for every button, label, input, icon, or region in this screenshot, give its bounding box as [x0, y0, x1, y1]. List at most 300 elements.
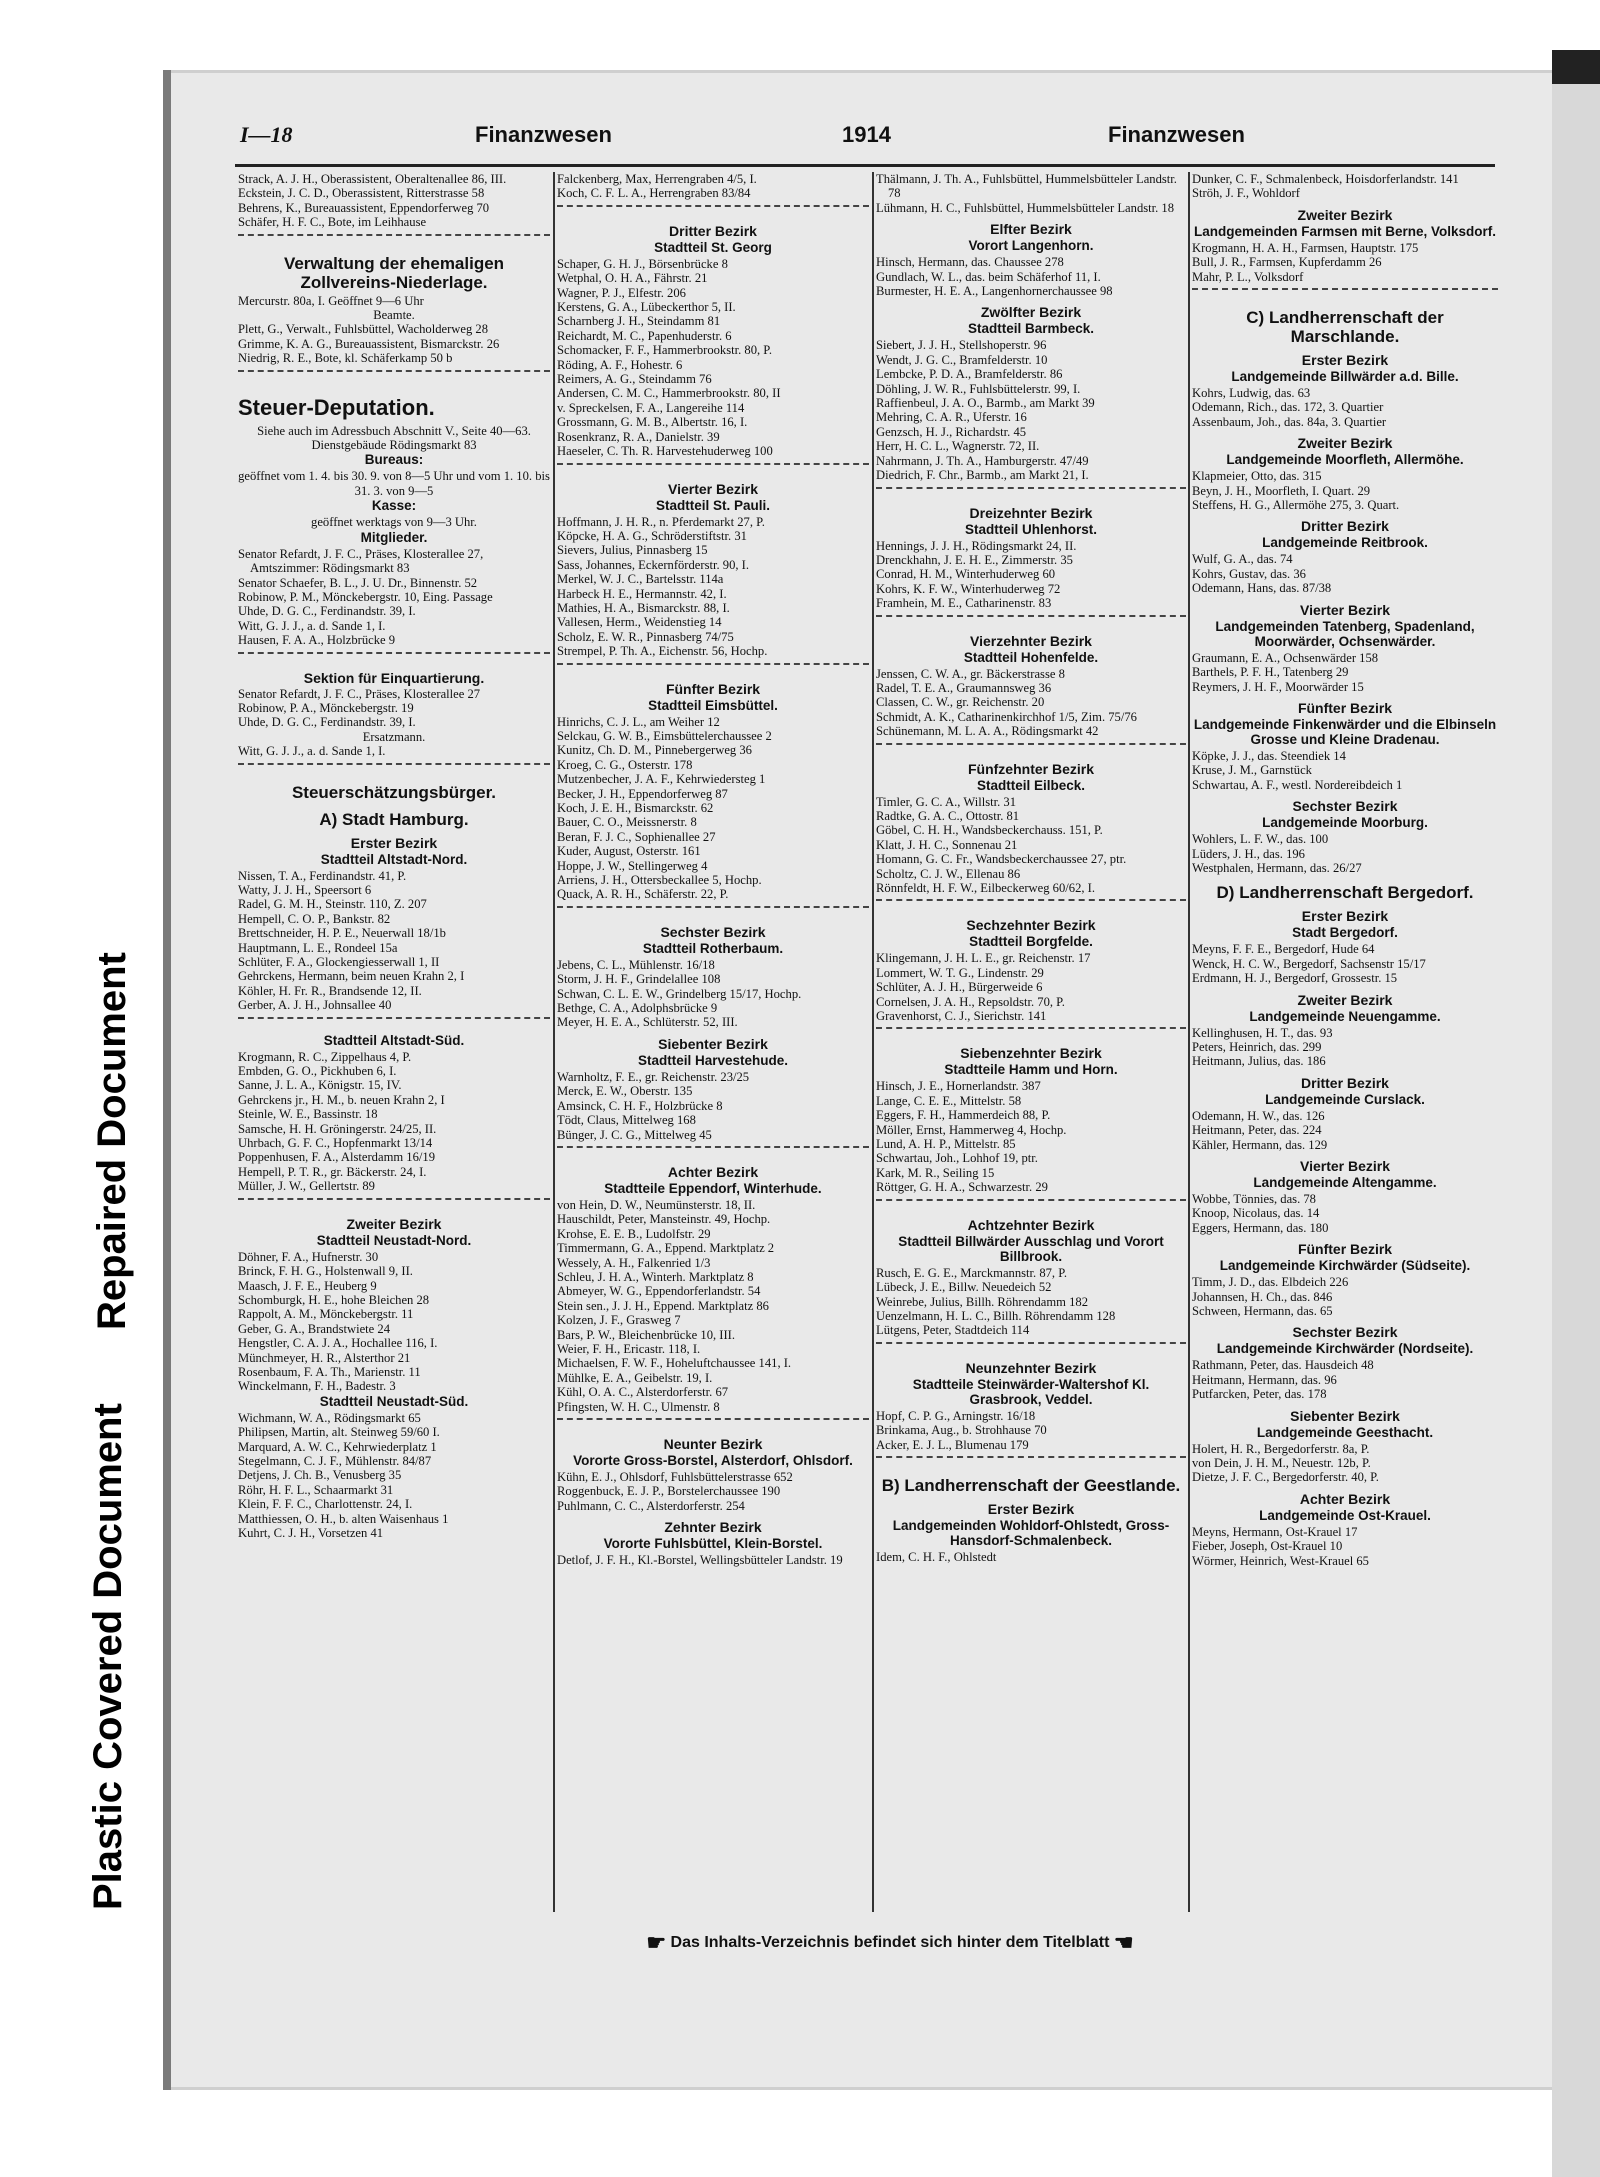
district-subheading: Landgemeinde Finkenwärder und die Elbinseln Grosse und Kleine Dradenau. [1193, 716, 1497, 747]
entry: Schomacker, F. F., Hammerbrookstr. 80, P. [557, 343, 773, 358]
entry: Dunker, C. F., Schmalenbeck, Hoisdorferlandstr. 141 [1192, 172, 1459, 186]
section-divider [876, 615, 1186, 627]
entry: Lüders, J. H., das. 196 [1192, 846, 1305, 861]
entry: Weinrebe, Julius, Billh. Röhrendamm 182 [876, 1294, 1089, 1309]
entry: Robinow, P. A., Mönckebergstr. 19 [238, 700, 414, 715]
entry: Nissen, T. A., Ferdinandstr. 41, P. [238, 868, 407, 883]
header-rule [235, 164, 1495, 167]
entry: Hinrichs, C. J. L., am Weiher 12 [557, 714, 720, 729]
entry: Schmidt, A. K., Catharinenkirchhof 1/5, Zim. 75/76 [876, 709, 1137, 724]
entry: Hennings, J. J. H., Rödingsmarkt 24, II. [876, 538, 1077, 553]
entry: Beyn, J. H., Moorfleth, I. Quart. 29 [1192, 483, 1371, 498]
district-heading: Sechster Bezirk [660, 923, 766, 940]
entry: Wobbe, Tönnies, das. 78 [1192, 1192, 1316, 1206]
district-heading: Erster Bezirk [987, 1500, 1075, 1517]
district-subheading: Stadtteil St. Georg [654, 239, 772, 255]
district-heading: Dritter Bezirk [1301, 518, 1389, 535]
district-subheading: Stadtteil Billwärder Ausschlag und Vorort Billbrook. [898, 1233, 1164, 1264]
entry: Uhde, D. G. C., Ferdinandstr. 39, I. [238, 715, 416, 730]
entry: Wichmann, W. A., Rödingsmarkt 65 [238, 1410, 421, 1425]
entry: Mathies, H. A., Bismarckstr. 88, I. [557, 600, 730, 615]
entry: Classen, C. W., gr. Reichenstr. 20 [876, 695, 1045, 710]
entry: Gravenhorst, C. J., Sierichstr. 141 [876, 1009, 1047, 1024]
district-subheading: Stadtteil Altstadt-Nord. [320, 851, 468, 867]
entry: Assenbaum, Joh., das. 84a, 3. Quartier [1192, 414, 1387, 429]
entry: Krogmann, R. C., Zippelhaus 4, P. [238, 1049, 412, 1064]
district-subheading: Stadtteil Eilbeck. [976, 777, 1086, 793]
district-subheading: Vororte Fuhlsbüttel, Klein-Borstel. [603, 1536, 823, 1552]
column-divider-2 [872, 172, 874, 1912]
section-title: Steuerschätzungsbürger. [291, 782, 497, 802]
entry: Schwartau, Joh., Lohhof 19, ptr. [876, 1151, 1038, 1166]
entry: Hinsch, J. E., Hornerlandstr. 387 [876, 1079, 1041, 1094]
district-heading: Siebenzehnter Bezirk [960, 1045, 1102, 1062]
entry: Harbeck H. E., Hermannstr. 42, I. [557, 586, 727, 601]
entry: Amsinck, C. H. F., Holzbrücke 8 [557, 1098, 723, 1113]
entry: Senator Refardt, J. F. C., Präses, Klosterallee 27 [238, 686, 481, 701]
entry: Vallesen, Herm., Weidenstieg 14 [557, 615, 722, 630]
page-header [240, 118, 1490, 154]
district-heading: Dreizehnter Bezirk [969, 504, 1093, 521]
district-heading: Sektion für Einquartierung. [303, 669, 485, 686]
entry: Wendt, J. G. C., Bramfelderstr. 10 [876, 352, 1048, 367]
district-subheading: Stadtteile Hamm und Horn. [944, 1062, 1118, 1078]
note-text: Ersatzmann. [362, 729, 426, 744]
entry: Grossmann, G. M. B., Albertstr. 16, I. [557, 415, 748, 430]
entry: Bauer, C. O., Meissnerstr. 8 [557, 815, 697, 830]
district-heading: Vierter Bezirk [1299, 601, 1390, 618]
left-running-title: Finanzwesen [475, 122, 612, 147]
entry: Radel, G. M. H., Steinstr. 110, Z. 207 [238, 897, 427, 912]
section-divider [238, 763, 550, 775]
entry: Eckstein, J. C. D., Oberassistent, Ritterstrasse 58 [238, 186, 485, 201]
district-heading: Zweiter Bezirk [1297, 991, 1393, 1008]
entry: Timler, G. C. A., Willstr. 31 [876, 794, 1016, 809]
entry: Radtke, G. A. C., Ottostr. 81 [876, 808, 1020, 823]
entry: Wetphal, O. H. A., Fährstr. 21 [557, 271, 708, 286]
entry: Watty, J. J. H., Speersort 6 [238, 882, 372, 897]
entry: Wessely, A. H., Falkenried 1/3 [557, 1255, 711, 1270]
entry: Schünemann, M. L. A. A., Rödingsmarkt 42 [876, 724, 1099, 739]
district-heading: Sechster Bezirk [1292, 1324, 1398, 1341]
entry: Kellinghusen, H. T., das. 93 [1192, 1025, 1333, 1040]
entry: Haeseler, C. Th. R. Harvestehuderweg 100 [557, 444, 773, 459]
footer-text: Das Inhalts-Verzeichnis befindet sich hinter dem Titelblatt [670, 1934, 1110, 1952]
entry: Odemann, Hans, das. 87/38 [1192, 581, 1332, 596]
entry: von Hein, D. W., Neumünsterstr. 18, II. [557, 1197, 756, 1212]
section-title: D) Landherrenschaft Bergedorf. [1216, 883, 1474, 903]
entry: Köhler, H. Fr. R., Brandsende 12, II. [238, 983, 422, 998]
entry: Krogmann, H. A. H., Farmsen, Hauptstr. 175 [1192, 240, 1419, 255]
pointing-hand-right-icon: ☚ [1113, 1930, 1134, 1955]
entry: Idem, C. H. F., Ohlstedt [876, 1549, 997, 1564]
entry: Thälmann, J. Th. A., Fuhlsbüttel, Hummelsbütteler Landstr. 78 [876, 172, 1177, 201]
district-subheading: Stadtteil St. Pauli. [655, 497, 771, 513]
district-subheading: Landgemeinde Curslack. [1265, 1091, 1425, 1107]
note-text: Dienstgebäude Rödingsmarkt 83 [311, 438, 477, 453]
entry: Putfarcken, Peter, das. 178 [1192, 1387, 1327, 1402]
entry: Cornelsen, J. A. H., Repsoldstr. 70, P. [876, 994, 1065, 1009]
entry: Wagner, P. J., Elfestr. 206 [557, 285, 686, 300]
district-heading: Vierter Bezirk [667, 480, 758, 497]
page-corner-mark [1552, 50, 1600, 84]
entry: Bull, J. R., Farmsen, Kupferdamm 26 [1192, 255, 1382, 270]
district-subheading: Stadtteil Harvestehude. [637, 1052, 789, 1068]
district-subheading: Landgemeinde Altengamme. [1253, 1175, 1437, 1190]
entry: Wörmer, Heinrich, West-Krauel 65 [1192, 1553, 1369, 1568]
district-subheading: Stadtteil Uhlenhorst. [964, 521, 1097, 537]
district-subheading: Stadtteil Neustadt-Süd. [319, 1393, 469, 1409]
entry: Michaelsen, F. W. F., Hoheluftchaussee 141, I. [557, 1356, 792, 1371]
entry: Röding, A. F., Hohestr. 6 [557, 357, 683, 372]
entry: Kunitz, Ch. D. M., Pinnebergerweg 36 [557, 743, 752, 758]
section-divider [238, 370, 550, 382]
note-text: geöffnet vom 1. 4. bis 30. 9. von 8—5 Uhr und vom 1. 10. bis 31. 3. von 9—5 [238, 469, 550, 498]
entry: Merck, E. W., Oberstr. 135 [557, 1084, 693, 1099]
district-subheading: Mitglieder. [360, 529, 428, 545]
entry: Wulf, G. A., das. 74 [1192, 552, 1293, 567]
entry: Peters, Heinrich, das. 299 [1192, 1039, 1322, 1054]
entry: Köpcke, H. A. G., Schröderstiftstr. 31 [557, 528, 747, 543]
entry: Winckelmann, F. H., Badestr. 3 [238, 1379, 396, 1394]
entry: Hinsch, Hermann, das. Chaussee 278 [876, 255, 1064, 270]
entry: Eggers, F. H., Hammerdeich 88, P. [876, 1108, 1051, 1123]
entry: Reichardt, M. C., Papenhuderstr. 6 [557, 328, 732, 343]
repaired-document-label: Repaired Document [90, 952, 134, 1330]
column-4 [1192, 172, 1498, 1912]
section-divider [876, 1342, 1186, 1354]
entry: Niedrig, R. E., Bote, kl. Schäferkamp 50 b [238, 351, 453, 366]
page-right-edge [1552, 50, 1600, 2177]
entry: Stegelmann, C. J. F., Mühlenstr. 84/87 [238, 1453, 432, 1468]
entry: Lommert, W. T. G., Lindenstr. 29 [876, 965, 1044, 980]
entry: Kuhrt, C. J. H., Vorsetzen 41 [238, 1526, 384, 1540]
district-subheading: Landgemeinde Reitbrook. [1262, 535, 1428, 551]
section-divider [557, 663, 869, 675]
district-heading: Sechzehnter Bezirk [966, 917, 1096, 934]
entry: Schaper, G. H. J., Börsenbrücke 8 [557, 256, 728, 271]
entry: Detlof, J. F. H., Kl.-Borstel, Wellingsbütteler Landstr. 19 [557, 1553, 843, 1568]
district-subheading: Stadtteile Eppendorf, Winterhude. [604, 1180, 822, 1196]
district-subheading: Landgemeinden Farmsen mit Berne, Volksdorf. [1193, 223, 1497, 239]
entry: Lange, C. E. E., Mittelstr. 58 [876, 1093, 1022, 1108]
footer-note [470, 1930, 1310, 1956]
section-title: B) Landherrenschaft der Geestlande. [881, 1475, 1181, 1495]
note-text: Beamte. [373, 308, 415, 323]
entry: Witt, G. J. J., a. d. Sande 1, I. [238, 618, 386, 633]
district-heading: Achter Bezirk [1299, 1490, 1391, 1507]
entry: Kroeg, C. G., Osterstr. 178 [557, 757, 693, 772]
entry: Nahrmann, J. Th. A., Hamburgerstr. 47/49 [876, 453, 1089, 468]
entry: Kohrs, Ludwig, das. 63 [1192, 386, 1311, 401]
entry: Acker, E. J. L., Blumenau 179 [876, 1437, 1029, 1452]
district-subheading: Landgemeinde Kirchwärder (Südseite). [1219, 1258, 1471, 1274]
right-running-title: Finanzwesen [1108, 122, 1245, 147]
entry: Andersen, C. M. C., Hammerbrookstr. 80, II [557, 386, 781, 401]
entry: Hauschildt, Peter, Mansteinstr. 49, Hochp. [557, 1212, 771, 1227]
entry: Kähler, Hermann, das. 129 [1192, 1137, 1328, 1152]
entry: Framhein, M. E., Catharinenstr. 83 [876, 596, 1052, 611]
entry: Bethge, C. A., Adolphsbrücke 9 [557, 1001, 718, 1016]
entry: Strempel, P. Th. A., Eichenstr. 56, Hochp. [557, 644, 768, 659]
column-divider-1 [553, 172, 555, 1912]
district-heading: Fünfter Bezirk [1297, 1241, 1393, 1258]
district-subheading: Stadtteil Neustadt-Nord. [316, 1232, 472, 1248]
entry: Kuder, August, Osterstr. 161 [557, 844, 701, 859]
entry: Becker, J. H., Eppendorferweg 87 [557, 786, 728, 801]
entry: Mehring, C. A. R., Uferstr. 16 [876, 410, 1027, 425]
entry: Selckau, G. W. B., Eimsbüttelerchaussee 2 [557, 728, 772, 743]
entry: Abmeyer, W. G., Eppendorferlandstr. 54 [557, 1284, 761, 1299]
section-divider [876, 1027, 1186, 1039]
entry: Sass, Johannes, Eckernförderstr. 90, I. [557, 557, 750, 572]
entry: Heitmann, Julius, das. 186 [1192, 1054, 1326, 1069]
entry: Klein, F. F. C., Charlottenstr. 24, I. [238, 1497, 413, 1512]
entry: Raffienbeul, J. A. O., Barmb., am Markt 39 [876, 396, 1095, 411]
entry: Hempell, P. T. R., gr. Bäckerstr. 24, I. [238, 1164, 427, 1179]
entry: Döhling, J. W. R., Fuhlsbüttelerstr. 99, I. [876, 381, 1081, 396]
entry: Erdmann, H. J., Bergedorf, Grossestr. 15 [1192, 971, 1398, 986]
entry: Maasch, J. F. E., Heuberg 9 [238, 1278, 377, 1293]
section-divider [238, 652, 550, 664]
section-divider [557, 1146, 869, 1158]
entry: Quack, A. R. H., Schäferstr. 22, P. [557, 887, 729, 902]
entry: Eggers, Hermann, das. 180 [1192, 1220, 1329, 1235]
section-divider [557, 906, 869, 918]
entry: Krohse, E. E. B., Ludolfstr. 29 [557, 1226, 711, 1241]
district-subheading: Stadtteil Altstadt-Süd. [323, 1032, 465, 1048]
entry: Gerber, A. J. H., Johnsallee 40 [238, 998, 392, 1013]
entry: Scholz, E. W. R., Pinnasberg 74/75 [557, 629, 734, 644]
entry: Conrad, H. M., Winterhuderweg 60 [876, 567, 1056, 582]
annotation-margin [0, 0, 150, 2177]
entry: Timmermann, G. A., Eppend. Marktplatz 2 [557, 1241, 775, 1256]
section-divider [876, 1199, 1186, 1211]
district-heading: Siebenter Bezirk [1290, 1407, 1400, 1424]
entry: Schäfer, H. F. C., Bote, im Leihhause [238, 215, 427, 230]
entry: Meyns, F. F. E., Bergedorf, Hude 64 [1192, 942, 1375, 957]
entry: Hempell, C. O. P., Bankstr. 82 [238, 911, 391, 926]
entry: Heitmann, Peter, das. 224 [1192, 1123, 1322, 1138]
entry: Klatt, J. H. C., Sonnenau 21 [876, 837, 1018, 852]
entry: Brettschneider, H. P. E., Neuerwall 18/1b [238, 926, 446, 941]
district-subheading: Landgemeinden Tatenberg, Spadenland, Moorwärder, Ochsenwärder. [1215, 618, 1475, 649]
entry: Marquard, A. W. C., Kehrwiederplatz 1 [238, 1439, 437, 1454]
district-heading: Achter Bezirk [667, 1163, 759, 1180]
note-text: geöffnet werktags von 9—3 Uhr. [311, 515, 477, 530]
entry: Matthiessen, O. H., b. alten Waisenhaus 1 [238, 1511, 449, 1526]
entry: Grimme, K. A. G., Bureauassistent, Bismarckstr. 26 [238, 336, 500, 351]
entry: Schomburgk, H. E., hohe Bleichen 28 [238, 1292, 430, 1307]
pointing-hand-left-icon: ☛ [646, 1930, 667, 1955]
entry: Brinck, F. H. G., Holstenwall 9, II. [238, 1264, 413, 1279]
entry: Kühn, E. J., Ohlsdorf, Fuhlsbüttelerstrasse 652 [557, 1470, 793, 1484]
entry: Witt, G. J. J., a. d. Sande 1, I. [238, 744, 386, 759]
entry: Lübeck, J. E., Billw. Neuedeich 52 [876, 1280, 1052, 1295]
entry: Rosenbaum, F. A. Th., Marienstr. 11 [238, 1364, 421, 1379]
entry: Storm, J. H. F., Grindelallee 108 [557, 972, 721, 987]
entry: Gundlach, W. L., das. beim Schäferhof 11, I. [876, 269, 1101, 284]
entry: Wenck, H. C. W., Bergedorf, Sachsenstr 15/17 [1192, 956, 1426, 971]
entry: Rosenkranz, R. A., Danielstr. 39 [557, 429, 720, 444]
entry: Roggenbuck, E. J. P., Borstelerchaussee 190 [557, 1484, 781, 1499]
district-heading: Zehnter Bezirk [664, 1519, 762, 1536]
district-heading: Zwölfter Bezirk [980, 304, 1082, 321]
entry: Schlüter, A. J. H., Bürgerweide 6 [876, 980, 1043, 995]
entry: Falckenberg, Max, Herrengraben 4/5, I. [557, 172, 757, 186]
district-heading: Zweiter Bezirk [1297, 206, 1393, 223]
entry: Jenssen, C. W. A., gr. Bäckerstrasse 8 [876, 666, 1065, 681]
entry: Mahr, P. L., Volksdorf [1192, 269, 1304, 284]
district-heading: Neunzehnter Bezirk [965, 1359, 1097, 1376]
entry: von Dein, J. H. M., Neuestr. 12b, P. [1192, 1456, 1371, 1471]
district-heading: Erster Bezirk [1301, 908, 1389, 925]
entry: Arriens, J. H., Ottersbeckallee 5, Hochp. [557, 873, 762, 888]
entry: Möller, Ernst, Hammerweg 4, Hochp. [876, 1122, 1067, 1137]
entry: Rusch, E. G. E., Marckmannstr. 87, P. [876, 1265, 1067, 1280]
district-subheading: Landgemeinde Kirchwärder (Nordseite). [1216, 1341, 1474, 1357]
entry: Burmester, H. E. A., Langenhornerchaussee 98 [876, 284, 1113, 299]
district-heading: Zweiter Bezirk [346, 1215, 442, 1232]
district-subheading: Stadtteil Borgfelde. [969, 934, 1093, 950]
entry: Barthels, P. F. H., Tatenberg 29 [1192, 665, 1349, 680]
entry: Hoffmann, J. H. R., n. Pferdemarkt 27, P. [557, 514, 765, 529]
entry: Mutzenbecher, J. A. F., Kehrwiedersteg 1 [557, 772, 766, 787]
entry: Sanne, J. L. A., Königstr. 15, IV. [238, 1078, 402, 1093]
entry: Beran, F. J. C., Sophienallee 27 [557, 829, 716, 844]
entry: Lühmann, H. C., Fuhlsbüttel, Hummelsbütteler Landstr. 18 [876, 200, 1175, 215]
entry: Klingemann, J. H. L. E., gr. Reichenstr. 17 [876, 951, 1091, 966]
entry: Gehrckens, Hermann, beim neuen Krahn 2, I [238, 969, 465, 984]
entry: Mühlke, E. A., Geibelstr. 19, I. [557, 1370, 713, 1385]
entry: Schween, Hermann, das. 65 [1192, 1304, 1333, 1319]
column-3 [876, 172, 1186, 1912]
district-heading: Dritter Bezirk [669, 222, 757, 239]
entry: Weier, F. H., Ericastr. 118, I. [557, 1341, 701, 1356]
entry: Döhner, F. A., Hufnerstr. 30 [238, 1249, 379, 1264]
entry: Embden, G. O., Pickhuben 6, I. [238, 1064, 397, 1079]
entry: Rappolt, A. M., Mönckebergstr. 11 [238, 1307, 414, 1322]
district-subheading: Landgemeinde Geesthacht. [1256, 1424, 1434, 1440]
entry: Odemann, Rich., das. 172, 3. Quartier [1192, 400, 1384, 415]
district-subheading: Vorort Langenhorn. [968, 238, 1094, 254]
section-divider [876, 1456, 1186, 1468]
entry: Lembcke, P. D. A., Bramfelderstr. 86 [876, 367, 1063, 382]
entry: Kerstens, G. A., Lübeckerthor 5, II. [557, 300, 736, 315]
entry: Samsche, H. H. Gröningerstr. 24/25, II. [238, 1121, 437, 1136]
section-title: A) Stadt Hamburg. [319, 809, 469, 829]
district-subheading: Landgemeinden Wohldorf-Ohlstedt, Gross-Hansdorf-Schmalenbeck. [892, 1517, 1170, 1548]
entry: Poppenhusen, F. A., Alsterdamm 16/19 [238, 1150, 435, 1165]
district-heading: Vierzehnter Bezirk [970, 632, 1092, 649]
entry: Kark, M. R., Seiling 15 [876, 1165, 995, 1180]
district-subheading: Stadtteil Eimsbüttel. [648, 697, 778, 713]
entry: Scharnberg J. H., Steindamm 81 [557, 314, 721, 329]
entry: Koch, C. F. L. A., Herrengraben 83/84 [557, 186, 751, 201]
section-divider [238, 234, 550, 246]
entry: Röhr, H. F. L., Schaarmarkt 31 [238, 1482, 394, 1497]
page-left-edge [163, 70, 171, 2090]
district-subheading: Landgemeinde Moorfleth, Allermöhe. [1226, 452, 1464, 468]
entry: Scholtz, C. J. W., Ellenau 86 [876, 866, 1021, 881]
entry: Warnholtz, F. E., gr. Reichenstr. 23/25 [557, 1069, 750, 1084]
entry: Lund, A. H. P., Mittelstr. 85 [876, 1137, 1016, 1152]
section-divider [876, 743, 1186, 755]
entry: Hauptmann, L. E., Rondeel 15a [238, 940, 398, 955]
district-heading: Fünfter Bezirk [665, 680, 761, 697]
district-subheading: Bureaus: [364, 452, 424, 468]
plastic-covered-document-label: Plastic Covered Document [86, 1403, 130, 1910]
year: 1914 [842, 122, 891, 147]
district-heading: Fünfter Bezirk [1297, 699, 1393, 716]
entry: Philipsen, Martin, alt. Steinweg 59/60 I. [238, 1425, 440, 1440]
entry: Reimers, A. G., Steindamm 76 [557, 372, 712, 387]
entry: Graumann, E. A., Ochsenwärder 158 [1192, 650, 1379, 665]
entry: Merkel, W. J. C., Bartelsstr. 114a [557, 572, 724, 587]
district-subheading: Landgemeinde Moorburg. [1262, 815, 1428, 831]
note-text: Siehe auch im Adressbuch Abschnitt V., Seite 40—63. [257, 423, 531, 438]
district-heading: Erster Bezirk [350, 834, 438, 851]
entry: Brinkama, Aug., b. Strohhause 70 [876, 1423, 1047, 1438]
entry: Röttger, G. H. A., Schwarzestr. 29 [876, 1180, 1048, 1195]
column-1 [238, 172, 550, 1912]
section-divider [1192, 288, 1498, 300]
entry: Behrens, K., Bureauassistent, Eppendorferweg 70 [238, 200, 490, 215]
entry: Hoppe, J. W., Stellingerweg 4 [557, 858, 708, 873]
entry: Schleu, J. H. A., Winterh. Marktplatz 8 [557, 1269, 754, 1284]
district-subheading: Landgemeinde Billwärder a.d. Bille. [1231, 369, 1459, 385]
entry: Schwan, C. L. E. W., Grindelberg 15/17, Hochp. [557, 986, 802, 1001]
entry: Stein sen., J. J. H., Eppend. Marktplatz 86 [557, 1298, 769, 1313]
district-subheading: Stadtteil Barmbeck. [967, 321, 1095, 337]
district-heading: Achtzehnter Bezirk [967, 1216, 1095, 1233]
section-title: Steuer-Deputation. [238, 394, 435, 420]
entry: Senator Schaefer, B. L., J. U. Dr., Binnenstr. 52 [238, 575, 478, 590]
entry: Timm, J. D., das. Elbdeich 226 [1192, 1275, 1349, 1290]
entry: v. Spreckelsen, F. A., Langereihe 114 [557, 400, 745, 415]
entry: Steinle, W. E., Bassinstr. 18 [238, 1107, 378, 1122]
section-divider [557, 1418, 869, 1430]
entry: Gehrckens jr., H. M., b. neuen Krahn 2, I [238, 1092, 445, 1107]
entry: Köpke, J. J., das. Steendiek 14 [1192, 748, 1346, 763]
section-divider [238, 1017, 550, 1029]
section-title: Verwaltung der ehemaligen Zollvereins-Niederlage. [283, 253, 505, 292]
entry: Reymers, J. H. F., Moorwärder 15 [1192, 679, 1364, 694]
entry: Sievers, Julius, Pinnasberg 15 [557, 543, 708, 558]
district-heading: Dritter Bezirk [1301, 1074, 1389, 1091]
entry: Jebens, C. L., Mühlenstr. 16/18 [557, 957, 715, 972]
entry: Hengstler, C. A. J. A., Hochallee 116, I. [238, 1336, 438, 1351]
district-subheading: Stadtteil Rotherbaum. [642, 940, 784, 956]
entry: Pfingsten, W. H. C., Ulmenstr. 8 [557, 1399, 720, 1414]
entry: Kühl, O. A. C., Alsterdorferstr. 67 [557, 1385, 729, 1400]
entry: Genzsch, H. J., Richardstr. 45 [876, 424, 1027, 439]
entry: Rönnfeldt, H. F. W., Eilbeckerweg 60/62, I. [876, 881, 1095, 895]
entry: Bünger, J. C. G., Mittelweg 45 [557, 1127, 712, 1142]
entry: Hausen, F. A. A., Holzbrücke 9 [238, 633, 396, 648]
district-subheading: Vororte Gross-Borstel, Alsterdorf, Ohlsdorf. [573, 1453, 853, 1468]
district-subheading: Stadtteil Hohenfelde. [963, 649, 1099, 665]
entry: Göbel, C. H. H., Wandsbeckerchauss. 151, P. [876, 823, 1103, 838]
district-subheading: Stadt Bergedorf. [1292, 925, 1398, 941]
entry: Drenckhahn, J. E. H. E., Zimmerstr. 35 [876, 552, 1073, 567]
section-divider [557, 463, 869, 475]
entry: Robinow, P. M., Mönckebergstr. 10, Eing. Passage [238, 589, 493, 604]
entry: Detjens, J. Ch. B., Venusberg 35 [238, 1468, 402, 1483]
entry: Radel, T. E. A., Graumannsweg 36 [876, 680, 1052, 695]
entry: Uenzelmann, H. L. C., Billh. Röhrendamm 128 [876, 1308, 1116, 1323]
entry: Dietze, J. F. C., Bergedorferstr. 40, P. [1192, 1470, 1379, 1485]
